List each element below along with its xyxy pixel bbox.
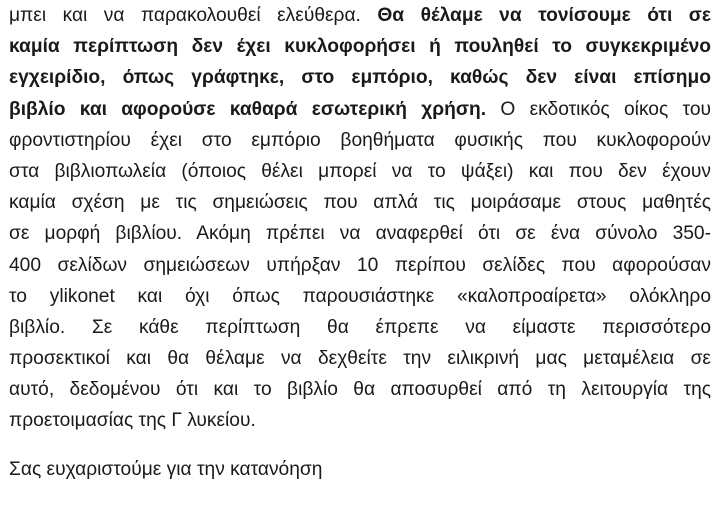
document-page: [9, 0, 711, 485]
text-line: [9, 94, 711, 125]
text-line: [9, 281, 711, 312]
text: 400 σελίδων σημειώσεων υπήρξαν 10 περίπου σελίδες που αφορούσαν: [9, 254, 711, 276]
text-line: [9, 374, 711, 405]
text: το ylikonet και όχι όπως παρουσιάστηκε «καλοπροαίρετα» ολόκληρο: [9, 285, 711, 307]
text-line: [9, 156, 711, 187]
text-line: [9, 187, 711, 218]
text-line: [9, 218, 711, 249]
text: βιβλίο. Σε κάθε περίπτωση θα έπρεπε να είμαστε περισσότερο: [9, 316, 711, 338]
closing-line: Σας ευχαριστούμε για την κατανόηση: [9, 458, 323, 480]
text: Ο εκδοτικός οίκος του: [486, 98, 711, 120]
text: στα βιβλιοπωλεία (όποιος θέλει μπορεί να το ψάξει) και που δεν έχουν: [9, 160, 711, 182]
text-line: [9, 250, 711, 281]
bold-text: Θα θέλαμε να τονίσουμε ότι σε: [377, 5, 711, 26]
text: προσεκτικοί και θα θέλαμε να δεχθείτε την ειλικρινή μας μεταμέλεια σε: [9, 348, 711, 370]
text-line: [9, 0, 711, 31]
text: καμία σχέση με τις σημειώσεις που απλά τις μοιράσαμε στους μαθητές: [9, 192, 711, 214]
text: σε μορφή βιβλίου. Ακόμη πρέπει να αναφερθεί ότι σε ένα σύνολο 350-: [9, 223, 711, 245]
body-paragraph: [9, 0, 711, 437]
text-line: [9, 312, 711, 343]
bold-text: βιβλίο και αφορούσε καθαρά εσωτερική χρήση.: [9, 98, 487, 120]
text-line: [9, 125, 711, 156]
text: αυτό, δεδομένου ότι και το βιβλίο θα αποσυρθεί από τη λειτουργία της: [9, 379, 711, 401]
bold-text: εγχειρίδιο, όπως γράφτηκε, στο εμπόριο, καθώς δεν είναι επίσημο: [9, 67, 711, 89]
text: φροντιστηρίου έχει στο εμπόριο βοηθήματα φυσικής που κυκλοφορούν: [9, 129, 711, 151]
text-line: [9, 343, 711, 374]
text: προετοιμασίας της Γ λυκείου.: [9, 410, 256, 432]
text: μπει και να παρακολουθεί ελεύθερα.: [9, 5, 378, 26]
text-line: [9, 405, 711, 436]
text-line: [9, 31, 711, 62]
text-line: [9, 62, 711, 93]
bold-text: καμία περίπτωση δεν έχει κυκλοφορήσει ή πουληθεί το συγκεκριμένο: [9, 36, 711, 58]
